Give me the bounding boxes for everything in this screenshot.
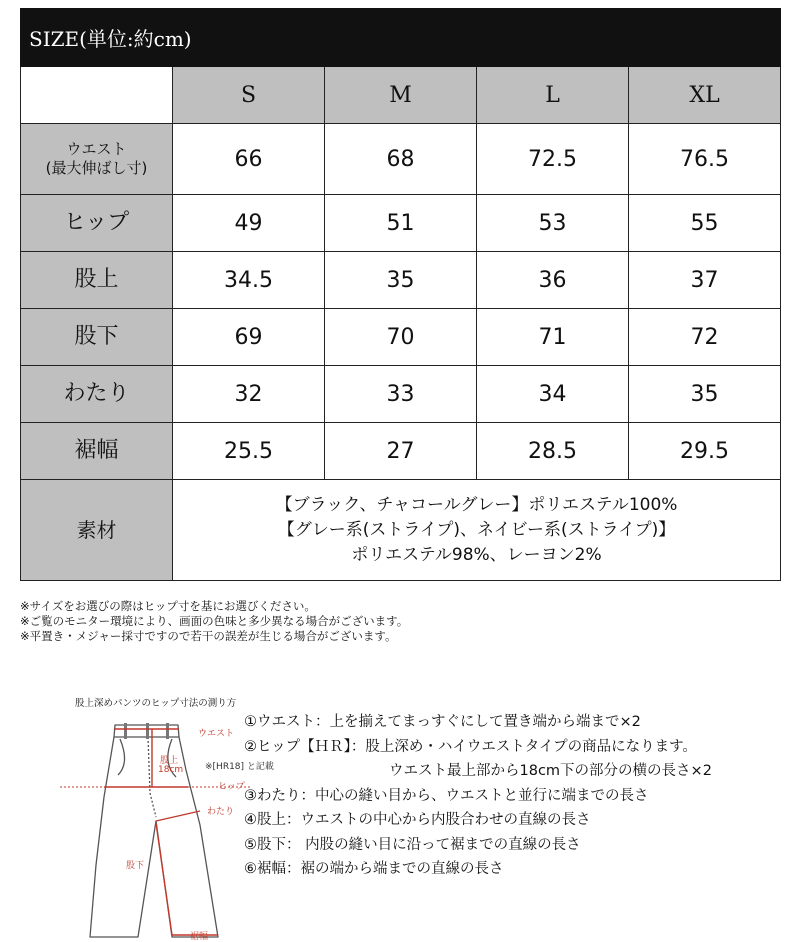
cell-hip-xl: 55 [629, 195, 781, 252]
cell-thigh-xl: 35 [629, 366, 781, 423]
size-header-row [21, 67, 781, 124]
title-blank-cell [629, 9, 781, 67]
cell-hem-l: 28.5 [477, 423, 629, 480]
row-label-rise: 股上 [21, 252, 173, 309]
label-hip: ヒップ [218, 782, 245, 792]
step-inseam: ⑤股下： 内股の縫い目に沿って裾までの直線の長さ [244, 836, 581, 853]
cell-hem-xl: 29.5 [629, 423, 781, 480]
material-line-1: 【ブラック、チャコールグレー】ポリエステル100% [275, 494, 678, 515]
cell-rise-xl: 37 [629, 252, 781, 309]
cell-waist-s: 66 [173, 124, 325, 195]
label-inseam: 股下 [126, 861, 145, 871]
cell-waist-m: 68 [325, 124, 477, 195]
step-hem: ⑥裾幅：裾の端から端までの直線の長さ [244, 861, 504, 877]
step-thigh: ③わたり：中心の縫い目から、ウエストと並行に端までの長さ [244, 787, 649, 804]
table-row-material [21, 480, 781, 581]
label-waist: ウエスト [198, 729, 235, 739]
table-row-rise [21, 252, 781, 309]
pants-diagram [60, 715, 260, 942]
table-title-row [21, 9, 781, 67]
corner-cell [21, 67, 173, 124]
label-hem: 裾幅 [190, 932, 209, 942]
label-rise-cm: 18cm [158, 765, 184, 775]
note-3: ※平置き・メジャー採寸ですので若干の誤差が生じる場合がございます。 [20, 629, 397, 643]
size-header-xl: XL [629, 67, 781, 124]
measurement-steps [244, 710, 712, 882]
cell-thigh-l: 34 [477, 366, 629, 423]
table-row-waist [21, 124, 781, 195]
cell-thigh-s: 32 [173, 366, 325, 423]
table-row-inseam [21, 309, 781, 366]
table-row-hem [21, 423, 781, 480]
row-label-hem: 裾幅 [21, 423, 173, 480]
label-hr-note: ※[HR18] と記載 [205, 762, 274, 772]
row-label-waist [21, 124, 173, 195]
step-rise: ④股上：ウエストの中心から内股合わせの直線の長さ [244, 812, 591, 828]
cell-inseam-m: 70 [325, 309, 477, 366]
size-header-s: S [173, 67, 325, 124]
cell-inseam-xl: 72 [629, 309, 781, 366]
step-waist: ①ウエスト：上を揃えてまっすぐにして置き端から端まで×2 [244, 714, 641, 730]
table-row-thigh [21, 366, 781, 423]
cell-rise-l: 36 [477, 252, 629, 309]
row-label-hip: ヒップ [21, 195, 173, 252]
cell-hip-s: 49 [173, 195, 325, 252]
label-thigh: わたり [207, 807, 235, 817]
size-header-l: L [477, 67, 629, 124]
cell-hip-l: 53 [477, 195, 629, 252]
inseam-measure-line [156, 823, 172, 935]
label-rise: 股上 [160, 756, 179, 766]
cell-waist-xl: 76.5 [629, 124, 781, 195]
cell-hip-m: 51 [325, 195, 477, 252]
cell-waist-l: 72.5 [477, 124, 629, 195]
cell-inseam-l: 71 [477, 309, 629, 366]
cell-rise-m: 35 [325, 252, 477, 309]
row-label-waist-line1: ウエスト [66, 140, 127, 159]
pants-outline [90, 737, 218, 937]
note-1: ※サイズをお選びの際はヒップ寸を基にお選びください。 [20, 599, 316, 613]
size-table [20, 8, 781, 581]
material-cell [173, 480, 781, 581]
cell-thigh-m: 33 [325, 366, 477, 423]
cell-hem-s: 25.5 [173, 423, 325, 480]
cell-inseam-s: 69 [173, 309, 325, 366]
row-label-material: 素材 [21, 480, 173, 581]
row-label-inseam: 股下 [21, 309, 173, 366]
step-hip: ②ヒップ【ＨＲ】：股上深め・ハイウエストタイプの商品になります。 [244, 738, 697, 755]
notes [20, 599, 408, 644]
material-line-2: 【グレー系(ストライプ)、ネイビー系(ストライプ)】 [277, 519, 676, 540]
pocket-line [118, 739, 125, 775]
diagram-title: 股上深めパンツのヒップ寸法の測り方 [75, 698, 237, 709]
note-2: ※ご覧のモニター環境により、画面の色味と多少異なる場合がございます。 [20, 614, 409, 628]
cell-hem-m: 27 [325, 423, 477, 480]
cell-rise-s: 34.5 [173, 252, 325, 309]
thigh-measure-line [156, 811, 200, 821]
table-row-hip [21, 195, 781, 252]
row-label-thigh: わたり [21, 366, 173, 423]
row-label-waist-line2: (最大伸ばし寸) [45, 159, 148, 177]
size-header-m: M [325, 67, 477, 124]
table-title: SIZE(単位:約cm) [21, 9, 629, 67]
step-hip-detail: ウエスト最上部から18cm下の部分の横の長さ×2 [389, 763, 712, 779]
material-line-3: ポリエステル98%、レーヨン2% [351, 544, 602, 565]
